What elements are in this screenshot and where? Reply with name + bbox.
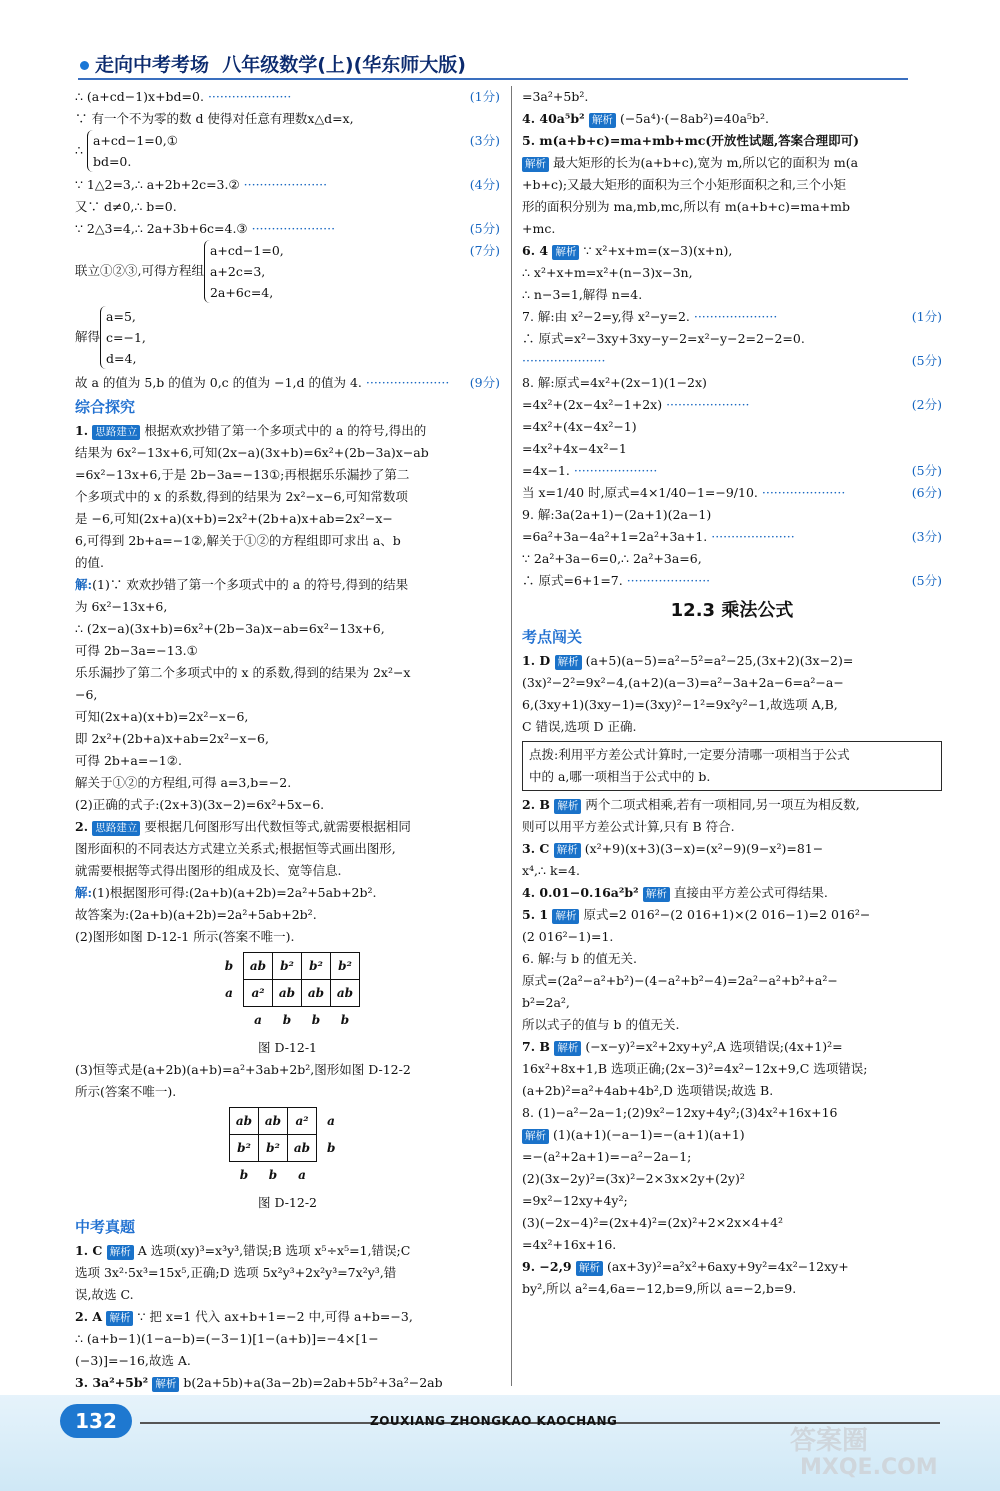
text-line: 乐乐漏抄了第二个多项式中的 x 的系数,得到的结果为 2x²−x	[75, 665, 411, 680]
line-text: (x²+9)(x+3)(3−x)=(x²−9)(9−x²)=81−	[584, 841, 824, 856]
book-title: 走向中考考场	[95, 54, 210, 76]
question-line	[522, 882, 942, 904]
bullet-icon	[80, 61, 89, 70]
question-line	[522, 838, 942, 860]
system-equation: bd=0.	[92, 154, 132, 169]
text-line: +mc.	[522, 221, 556, 236]
page-number: 132	[60, 1404, 132, 1438]
text-line: (3)(−2x−4)²=(2x+4)²=(2x)²+2×2x×4+4²	[522, 1215, 784, 1230]
dotted-leader: ·····················	[662, 397, 750, 412]
analysis-tag: 解析	[555, 655, 582, 670]
system-equation: a=5,	[106, 309, 136, 324]
score-mark: (5分)	[911, 573, 942, 588]
question-line	[522, 1036, 942, 1058]
equation-system	[75, 130, 500, 174]
diagram-cell: ab	[244, 953, 273, 980]
text-line: 所示(答案不唯一).	[75, 1084, 177, 1099]
col-label: a	[254, 1013, 262, 1027]
figure-caption: 图 D-12-1	[257, 1040, 318, 1055]
diagram-cell: b²	[230, 1135, 259, 1162]
line-text: (ax+3y)²=a²x²+6axy+9y²=4x²−12xy+	[606, 1259, 849, 1274]
line-text: ∵ 把 x=1 代入 ax+b+1=−2 中,可得 a+b=−3,	[137, 1309, 413, 1324]
system-prefix: 联立①②③,可得方程组	[75, 263, 204, 278]
answer-line	[75, 218, 500, 240]
line-text: ∵ x²+x+m=(x−3)(x+n),	[583, 243, 733, 258]
text-line: 可知(2x+a)(x+b)=2x²−x−6,	[75, 709, 249, 724]
question-line	[75, 574, 500, 596]
analysis-tag: 解析	[552, 245, 579, 260]
answer-line	[522, 328, 942, 350]
score-mark: (6分)	[911, 485, 942, 500]
answer-line	[522, 394, 942, 416]
question-line	[522, 650, 942, 672]
page-header	[80, 50, 466, 77]
text-line: 故答案为:(2a+b)(a+2b)=2a²+5ab+2b².	[75, 907, 317, 922]
analysis-tag: 解析	[554, 843, 581, 858]
question-number: 1. D	[522, 653, 555, 668]
analysis-tag: 解析	[522, 1129, 549, 1144]
text-line: (a+2b)²=a²+4ab+4b²,D 选项错误;故选 B.	[522, 1083, 774, 1098]
analysis-tag: 解析	[152, 1377, 179, 1392]
question-line	[75, 816, 500, 838]
dotted-leader: ·····················	[239, 177, 328, 192]
question-line	[522, 108, 942, 130]
text-line: (2 016²−1)=1.	[522, 929, 614, 944]
line-text: 又∵ d≠0,∴ b=0.	[75, 199, 177, 214]
text-line: 个多项式中的 x 的系数,得到的结果为 2x²−x−6,可知常数项	[75, 489, 408, 504]
area-diagram	[229, 1107, 346, 1188]
line-text: (1)根据图形可得:(2a+b)(a+2b)=2a²+5ab+2b².	[92, 885, 377, 900]
text-line: +b+c);又最大矩形的面积为三个小矩形面积之和,三个小矩	[522, 177, 847, 192]
text-line: C 错误,选项 D 正确.	[522, 719, 637, 734]
score-mark: (4分)	[469, 177, 500, 192]
question-line	[75, 420, 500, 442]
diagram-cell: ab	[273, 980, 302, 1007]
text-line: by²,所以 a²=4,6a=−12,b=9,所以 a=−2,b=9.	[522, 1281, 797, 1296]
analysis-tag: 解析	[522, 157, 549, 172]
text-line: (2)(3x−2y)²=(3x)²−2×3x×2y+(2y)²	[522, 1171, 745, 1186]
row-label: a	[327, 1114, 335, 1128]
question-number: 7. B	[522, 1039, 555, 1054]
question-line	[75, 882, 500, 904]
text-line: (2)正确的式子:(2x+3)(3x−2)=6x²+5x−6.	[75, 797, 325, 812]
text-line: (3)恒等式是(a+2b)(a+b)=a²+3ab+2b²,图形如图 D-12-2	[75, 1062, 411, 1077]
column-divider	[511, 86, 512, 1386]
text-line: 解关于①②的方程组,可得 a=3,b=−2.	[75, 775, 292, 790]
diagram-col-labels	[230, 1162, 346, 1189]
system-equation: a+cd−1=0,	[209, 243, 284, 258]
question-number: 2. B	[522, 797, 555, 812]
system-equation: a+2c=3,	[209, 264, 266, 279]
right-column	[522, 86, 942, 1300]
col-label: b	[268, 1168, 278, 1182]
answer-line	[522, 372, 942, 394]
text-line: x⁴,∴ k=4.	[522, 863, 580, 878]
line-text: =3a²+5b².	[522, 89, 589, 104]
text-line: 结果为 6x²−13x+6,可知(2x−a)(3x+b)=6x²+(2b−3a)x−ab	[75, 445, 429, 460]
dotted-leader: ·····················	[361, 375, 450, 390]
diagram-row	[215, 980, 360, 1007]
line-text: =4x²+4x−4x²−1	[522, 441, 627, 456]
line-text: b(2a+5b)+a(3a−2b)=2ab+5b²+3a²−2ab	[183, 1375, 443, 1390]
line-text: 要根据几何图形写出代数恒等式,就需要根据相同	[144, 819, 411, 834]
score-mark: (2分)	[911, 397, 942, 412]
diagram-row	[230, 1108, 346, 1135]
text-line: 图形面积的不同表达方式建立关系式;根据恒等式画出图形,	[75, 841, 396, 856]
question-line	[75, 1372, 500, 1394]
tip-line: 中的 a,哪一项相当于公式中的 b.	[529, 769, 711, 784]
diagram-col-labels	[215, 1007, 360, 1034]
line-text: 原式=2 016²−(2 016+1)×(2 016−1)=2 016²−	[583, 907, 871, 922]
line-text: =4x−1.	[522, 463, 570, 478]
text-line: =6x²−13x+6,于是 2b−3a=−13①;再根据乐乐漏抄了第二	[75, 467, 410, 482]
answer-line	[75, 196, 500, 218]
question-line	[522, 1124, 942, 1146]
score-mark: (3分)	[469, 133, 500, 148]
text-line: 形的面积分别为 ma,mb,mc,所以有 m(a+b+c)=ma+mb	[522, 199, 850, 214]
solution-label: 解:	[75, 885, 93, 900]
question-number: 6. 4	[522, 243, 553, 258]
text-line: 所以式子的值与 b 的值无关.	[522, 1017, 680, 1032]
dotted-leader: ·····················	[203, 89, 292, 104]
system-equation: d=4,	[106, 351, 137, 366]
system-brace	[204, 240, 284, 303]
question-number: 4. 40a⁵b²	[522, 111, 589, 126]
answer-line	[522, 438, 942, 460]
score-mark: (1分)	[911, 309, 942, 324]
system-brace	[100, 306, 146, 369]
text-line: 6,可得到 2b+a=−1②,解关于①②的方程组即可求出 a、b	[75, 533, 401, 548]
text-line: (2)图形如图 D-12-1 所示(答案不唯一).	[75, 929, 295, 944]
answer-line	[522, 86, 942, 108]
text-line: ∴ n−3=1,解得 n=4.	[522, 287, 643, 302]
diagram-cell: b²	[273, 953, 302, 980]
line-text: ∵ 2△3=4,∴ 2a+3b+6c=4.③	[75, 221, 248, 236]
text-line: 是 −6,可知(2x+a)(x+b)=2x²+(2b+a)x+ab=2x²−x−	[75, 511, 393, 526]
question-line	[75, 1240, 500, 1262]
text-line: 就需要根据等式得出图形的组成及长、宽等信息.	[75, 863, 342, 878]
col-label: b	[282, 1013, 292, 1027]
text-line: 则可以用平方差公式计算,只有 B 符合.	[522, 819, 735, 834]
answer-line	[75, 372, 500, 394]
system-equation: a+cd−1=0,①	[92, 133, 178, 148]
diagram-cell: ab	[230, 1108, 259, 1135]
diagram-row	[230, 1135, 346, 1162]
line-text: 9. 解:3a(2a+1)−(2a+1)(2a−1)	[522, 507, 712, 522]
text-line: ∴ (2x−a)(3x+b)=6x²+(2b−3a)x−ab=6x²−13x+6,	[75, 621, 385, 636]
dotted-leader: ·····················	[689, 309, 778, 324]
equation-system	[75, 306, 500, 372]
text-line: −6,	[75, 687, 98, 702]
solution-label: 解:	[75, 577, 93, 592]
analysis-tag: 解析	[554, 799, 581, 814]
text-line: ∴ x²+x+m=x²+(n−3)x−3n,	[522, 265, 693, 280]
diagram-row	[215, 953, 360, 980]
question-line	[522, 1256, 942, 1278]
answer-line	[522, 306, 942, 328]
line-text: ∵ 1△2=3,∴ a+2b+2c=3.②	[75, 177, 240, 192]
line-text: ∵ 2a²+3a−6=0,∴ 2a²+3a=6,	[522, 551, 702, 566]
tip-line: 点拨:利用平方差公式计算时,一定要分清哪一项相当于公式	[529, 747, 850, 762]
diagram-cell: ab	[331, 980, 360, 1007]
dotted-leader: ·····················	[757, 485, 846, 500]
answer-line	[522, 570, 942, 592]
line-text: ∴ (a+cd−1)x+bd=0.	[75, 89, 204, 104]
line-text: 故 a 的值为 5,b 的值为 0,c 的值为 −1,d 的值为 4.	[75, 375, 362, 390]
answer-line	[522, 350, 942, 372]
col-label: b	[311, 1013, 321, 1027]
question-number: 4. 0.01−0.16a²b²	[522, 885, 643, 900]
answer-line	[522, 482, 942, 504]
line-text: (1)(a+1)(−a−1)=−(a+1)(a+1)	[553, 1127, 745, 1142]
text-line: 为 6x²−13x+6,	[75, 599, 168, 614]
book-subject: 八年级数学(上)(华东师大版)	[222, 54, 466, 76]
text-line: =9x²−12xy+4y²;	[522, 1193, 628, 1208]
text-line: 误,故选 C.	[75, 1287, 134, 1302]
text-line: 即 2x²+(2b+a)x+ab=2x²−x−6,	[75, 731, 269, 746]
answer-line	[75, 86, 500, 108]
col-label: b	[340, 1013, 350, 1027]
question-line	[522, 130, 942, 152]
answer-line	[522, 460, 942, 482]
tip-box	[522, 741, 942, 791]
question-number: 9. −2,9	[522, 1259, 576, 1274]
line-text: ∴ 原式=6+1=7.	[522, 573, 623, 588]
score-mark: (5分)	[469, 221, 500, 236]
line-text: (1)∵ 欢欢抄错了第一个多项式中的 a 的符号,得到的结果	[92, 577, 409, 592]
text-line: 6,(3xy+1)(3xy−1)=(3xy)²−1²=9x²y²−1,故选项 A,B,	[522, 697, 838, 712]
score-mark: (3分)	[911, 529, 942, 544]
question-line	[75, 1306, 500, 1328]
system-brace	[87, 130, 178, 172]
text-line: 可得 2b+a=−1②.	[75, 753, 182, 768]
diagram-cell: a²	[288, 1108, 317, 1135]
area-diagram	[215, 952, 360, 1033]
system-prefix: ∴	[75, 142, 87, 158]
text-line: 原式=(2a²−a²+b²)−(4−a²+b²−4)=2a²−a²+b²+a²−	[522, 973, 838, 988]
line-text: (−x−y)²=x²+2xy+y²,A 选项错误;(4x+1)²=	[585, 1039, 843, 1054]
system-equation: 2a+6c=4,	[209, 285, 274, 300]
row-label: a	[225, 986, 233, 1000]
chapter-title: 12.3 乘法公式	[670, 600, 794, 621]
dotted-leader: ·····················	[707, 529, 795, 544]
text-line: =−(a²+2a+1)=−a²−2a−1;	[522, 1149, 692, 1164]
diagram-cell: a²	[244, 980, 273, 1007]
score-mark: (7分)	[469, 243, 500, 258]
text-line: =4x²+16x+16.	[522, 1237, 617, 1252]
section-heading: 综合探究	[75, 398, 136, 416]
line-text: 7. 解:由 x²−2=y,得 x²−y=2.	[522, 309, 690, 324]
line-text: 直接由平方差公式可得结果.	[673, 885, 828, 900]
analysis-tag: 解析	[552, 909, 579, 924]
text-line: (3x)²−2²=9x²−4,(a+2)(a−3)=a²−3a+2a−6=a²−a−	[522, 675, 844, 690]
analysis-tag: 解析	[106, 1311, 133, 1326]
line-text: A 选项(xy)³=x³y³,错误;B 选项 x⁵÷x⁵=1,错误;C	[137, 1243, 411, 1258]
row-label: b	[327, 1141, 336, 1155]
watermark-logo: 答案圈	[790, 1426, 869, 1456]
watermark-url: MXQE.COM	[800, 1455, 938, 1480]
text-line: ∴ (a+b−1)(1−a−b)=(−3−1)[1−(a+b)]=−4×[1−	[75, 1331, 379, 1346]
line-text: 8. 解:原式=4x²+(2x−1)(1−2x)	[522, 375, 707, 390]
analysis-tag: 解析	[589, 113, 616, 128]
answer-line	[522, 526, 942, 548]
col-label: a	[298, 1168, 306, 1182]
text-line: 的值.	[75, 555, 104, 570]
question-line	[522, 904, 942, 926]
analysis-tag: 解析	[576, 1261, 603, 1276]
text-line: 可得 2b−3a=−13.①	[75, 643, 198, 658]
text-line: 16x²+8x+1,B 选项正确;(2x−3)²=4x²−12x+9,C 选项错误;	[522, 1061, 868, 1076]
system-equation: c=−1,	[106, 330, 146, 345]
analysis-tag: 解析	[107, 1245, 134, 1260]
question-number: 5. m(a+b+c)=ma+mb+mc(开放性试题,答案合理即可)	[522, 133, 860, 148]
question-number: 1.	[75, 423, 93, 438]
diagram-cell: b²	[302, 953, 331, 980]
line-text: (a+5)(a−5)=a²−5²=a²−25,(3x+2)(3x−2)=	[585, 653, 854, 668]
analysis-tag: 思路建立	[92, 821, 140, 836]
diagram-cell: b²	[331, 953, 360, 980]
dotted-leader: ·····················	[522, 353, 606, 368]
section-heading: 中考真题	[75, 1218, 136, 1236]
row-label: b	[224, 959, 234, 973]
diagram-cell: ab	[259, 1108, 288, 1135]
diagram-cell: ab	[288, 1135, 317, 1162]
diagram-cell: ab	[302, 980, 331, 1007]
dotted-leader: ·····················	[569, 463, 658, 478]
line-text: ∴ 原式=x²−3xy+3xy−y−2=x²−y−2=2−2=0.	[522, 331, 805, 346]
text-line: 6. 解:与 b 的值无关.	[522, 951, 638, 966]
system-prefix: 解得	[75, 329, 101, 344]
score-mark: (5分)	[911, 353, 942, 368]
dotted-leader: ·····················	[247, 221, 336, 236]
corner	[215, 1007, 244, 1034]
line-text: 最大矩形的长为(a+b+c),宽为 m,所以它的面积为 m(a	[553, 155, 859, 170]
line-text: (−5a⁴)·(−8ab²)=40a⁵b².	[619, 111, 770, 126]
dotted-leader: ·····················	[622, 573, 711, 588]
analysis-tag: 解析	[554, 1041, 581, 1056]
answer-line	[75, 174, 500, 196]
header-rule	[78, 78, 908, 80]
figure-caption: 图 D-12-2	[257, 1195, 318, 1210]
line-text: =4x²+(4x−4x²−1)	[522, 419, 637, 434]
text-line: (−3)]=−16,故选 A.	[75, 1353, 191, 1368]
score-mark: (1分)	[469, 89, 500, 104]
left-column	[75, 86, 500, 1394]
line-text: 当 x=1/40 时,原式=4×1/40−1=−9/10.	[522, 485, 758, 500]
answer-line	[522, 416, 942, 438]
text-line: 选项 3x²·5x³=15x⁵,正确;D 选项 5x²y³+2x²y³=7x²y³,错	[75, 1265, 397, 1280]
series-name: ZOUXIANG ZHONGKAO KAOCHANG	[370, 1414, 618, 1428]
line-text: ∵ 有一个不为零的数 d 使得对任意有理数x△d=x,	[75, 111, 354, 126]
question-number: 3. C	[522, 841, 554, 856]
equation-system	[75, 240, 500, 306]
question-number: 2.	[75, 819, 93, 834]
question-number: 1. C	[75, 1243, 107, 1258]
question-line	[522, 794, 942, 816]
line-text: 根据欢欢抄错了第一个多项式中的 a 的符号,得出的	[144, 423, 427, 438]
answer-line	[522, 548, 942, 570]
question-line	[522, 152, 942, 174]
question-number: 2. A	[75, 1309, 107, 1324]
score-mark: (9分)	[469, 375, 500, 390]
analysis-tag: 思路建立	[92, 425, 140, 440]
line-text: =4x²+(2x−4x²−1+2x)	[522, 397, 663, 412]
question-number: 5. 1	[522, 907, 553, 922]
line-text: =6a²+3a−4a²+1=2a²+3a+1.	[522, 529, 708, 544]
answer-line	[522, 504, 942, 526]
analysis-tag: 解析	[643, 887, 670, 902]
question-number: 3. 3a²+5b²	[75, 1375, 153, 1390]
line-text: 两个二项式相乘,若有一项相同,另一项互为相反数,	[585, 797, 860, 812]
section-heading: 考点闯关	[522, 628, 583, 646]
score-mark: (5分)	[911, 463, 942, 478]
text-line: 8. (1)−a²−2a−1;(2)9x²−12xy+4y²;(3)4x²+16x+16	[522, 1105, 838, 1120]
text-line: b²=2a²,	[522, 995, 570, 1010]
question-line	[522, 240, 942, 262]
answer-line	[75, 108, 500, 130]
diagram-cell: b²	[259, 1135, 288, 1162]
col-label: b	[239, 1168, 249, 1182]
